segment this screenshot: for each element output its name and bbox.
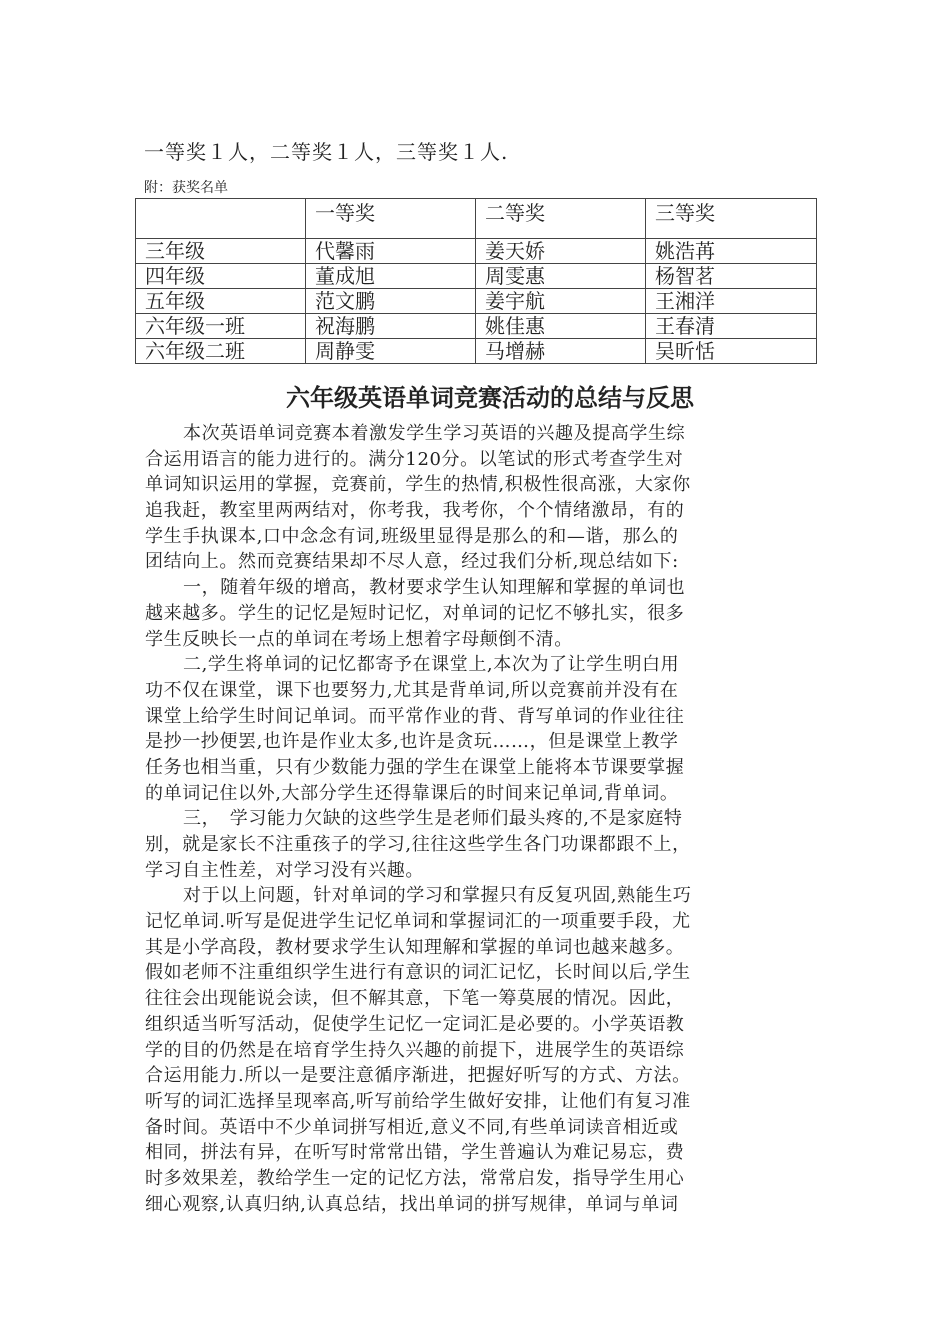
body-line: 相同，拼法有异，在听写时常常出错，学生普遍认为难记易忘，费 (145, 1142, 685, 1164)
winner-cell: 姚浩苒 (646, 239, 817, 264)
winner-cell: 姜天娇 (476, 239, 646, 264)
body-line: 追我赶，教室里两两结对，你考我，我考你，个个情绪激昂，有的 (145, 500, 685, 522)
body-line: 功不仅在课堂，课下也要努力,尤其是背单词,所以竞赛前并没有在 (145, 679, 679, 701)
body-line: 往往会出现能说会读，但不解其意，下笔一筹莫展的情况。因此， (145, 988, 685, 1010)
grade-cell: 六年级二班 (136, 339, 306, 364)
winner-cell: 王湘洋 (646, 289, 817, 314)
body-line: 学生反映长一点的单词在考场上想着字母颠倒不清。 (145, 628, 573, 650)
winner-cell: 吴昕恬 (646, 339, 817, 364)
body-line: 细心观察,认真归纳,认真总结，找出单词的拼写规律，单词与单词 (145, 1193, 679, 1215)
attachment-label: 附：获奖名单 (144, 180, 228, 196)
winner-cell: 周静雯 (306, 339, 476, 364)
body-line: 是抄一抄便罢,也许是作业太多,也许是贪玩……，但是课堂上教学 (145, 731, 679, 753)
header-cell: 一等奖 (306, 199, 476, 239)
body-line: 单词知识运用的掌握，竞赛前，学生的热情,积极性很高涨，大家你 (145, 474, 691, 496)
table-row (136, 289, 817, 314)
body-line: 其是小学高段，教材要求学生认知理解和掌握的单词也越来越多。 (145, 936, 685, 958)
winner-cell: 范文鹏 (306, 289, 476, 314)
winner-cell: 代馨雨 (306, 239, 476, 264)
winner-cell: 王春清 (646, 314, 817, 339)
header-cell: 三等奖 (646, 199, 817, 239)
grade-cell: 五年级 (136, 289, 306, 314)
table-row (136, 264, 817, 289)
table-row (136, 239, 817, 264)
body-line: 课堂上给学生时间记单词。而平常作业的背、背写单词的作业往往 (145, 705, 685, 727)
award-table (135, 198, 817, 364)
grade-cell: 四年级 (136, 264, 306, 289)
body-line: 组织适当听写活动，促使学生记忆一定词汇是必要的。小学英语教 (145, 1013, 685, 1035)
body-line: 学习自主性差，对学习没有兴趣。 (145, 859, 424, 881)
winner-cell: 杨智茗 (646, 264, 817, 289)
body-line: 合运用语言的能力进行的。满分120分。以笔试的形式考查学生对 (145, 448, 684, 470)
body-line: 三， 学习能力欠缺的这些学生是老师们最头疼的,不是家庭特 (183, 808, 683, 830)
body-line: 别，就是家长不注重孩子的学习,往往这些学生各门功课都跟不上， (145, 834, 691, 855)
winner-cell: 姜宇航 (476, 289, 646, 314)
table-row (136, 314, 817, 339)
award-summary: 一等奖１人，二等奖１人，三等奖１人. (144, 140, 509, 164)
body-line: 一，随着年级的增高，教材要求学生认知理解和掌握的单词也 (183, 577, 686, 599)
document-title: 六年级英语单词竞赛活动的总结与反思 (286, 384, 694, 412)
body-line: 任务也相当重，只有少数能力强的学生在课堂上能将本节课要掌握 (145, 756, 685, 778)
body-line: 二,学生将单词的记忆都寄予在课堂上,本次为了让学生明白用 (183, 654, 680, 676)
grade-cell: 三年级 (136, 239, 306, 264)
body-line: 本次英语单词竞赛本着激发学生学习英语的兴趣及提高学生综 (183, 423, 686, 444)
body-line: 假如老师不注重组织学生进行有意识的词汇记忆，长时间以后,学生 (145, 962, 691, 984)
body-line: 对于以上问题，针对单词的学习和掌握只有反复巩固,熟能生巧 (183, 885, 692, 907)
body-line: 听写的词汇选择呈现率高,听写前给学生做好安排，让他们有复习准 (145, 1090, 691, 1112)
body-line: 时多效果差，教给学生一定的记忆方法，常常启发，指导学生用心 (145, 1167, 685, 1189)
winner-cell: 祝海鹏 (306, 314, 476, 339)
body-line: 学生手执课本,口中念念有词,班级里显得是那么的和—谐，那么的 (145, 525, 679, 547)
header-cell (136, 199, 306, 239)
winner-cell: 马增赫 (476, 339, 646, 364)
table-row (136, 339, 817, 364)
award-table-header-row (136, 199, 817, 239)
winner-cell: 周雯惠 (476, 264, 646, 289)
grade-cell: 六年级一班 (136, 314, 306, 339)
summary-body (145, 421, 805, 1217)
body-line: 记忆单词.听写是促进学生记忆单词和掌握词汇的一项重要手段，尤 (145, 911, 691, 933)
body-line: 团结向上。然而竞赛结果却不尽人意，经过我们分析,现总结如下: (145, 551, 679, 573)
body-line: 学的目的仍然是在培育学生持久兴趣的前提下，进展学生的英语综 (145, 1039, 685, 1061)
body-line: 合运用能力.所以一是要注意循序渐进，把握好听写的方式、方法。 (145, 1065, 691, 1087)
winner-cell: 董成旭 (306, 264, 476, 289)
body-line: 越来越多。学生的记忆是短时记忆，对单词的记忆不够扎实，很多 (145, 602, 685, 624)
body-line: 的单词记住以外,大部分学生还得靠课后的时间来记单词,背单词。 (145, 782, 679, 804)
winner-cell: 姚佳惠 (476, 314, 646, 339)
header-cell: 二等奖 (476, 199, 646, 239)
body-line: 备时间。英语中不少单词拼写相近,意义不同,有些单词读音相近或 (145, 1116, 679, 1138)
